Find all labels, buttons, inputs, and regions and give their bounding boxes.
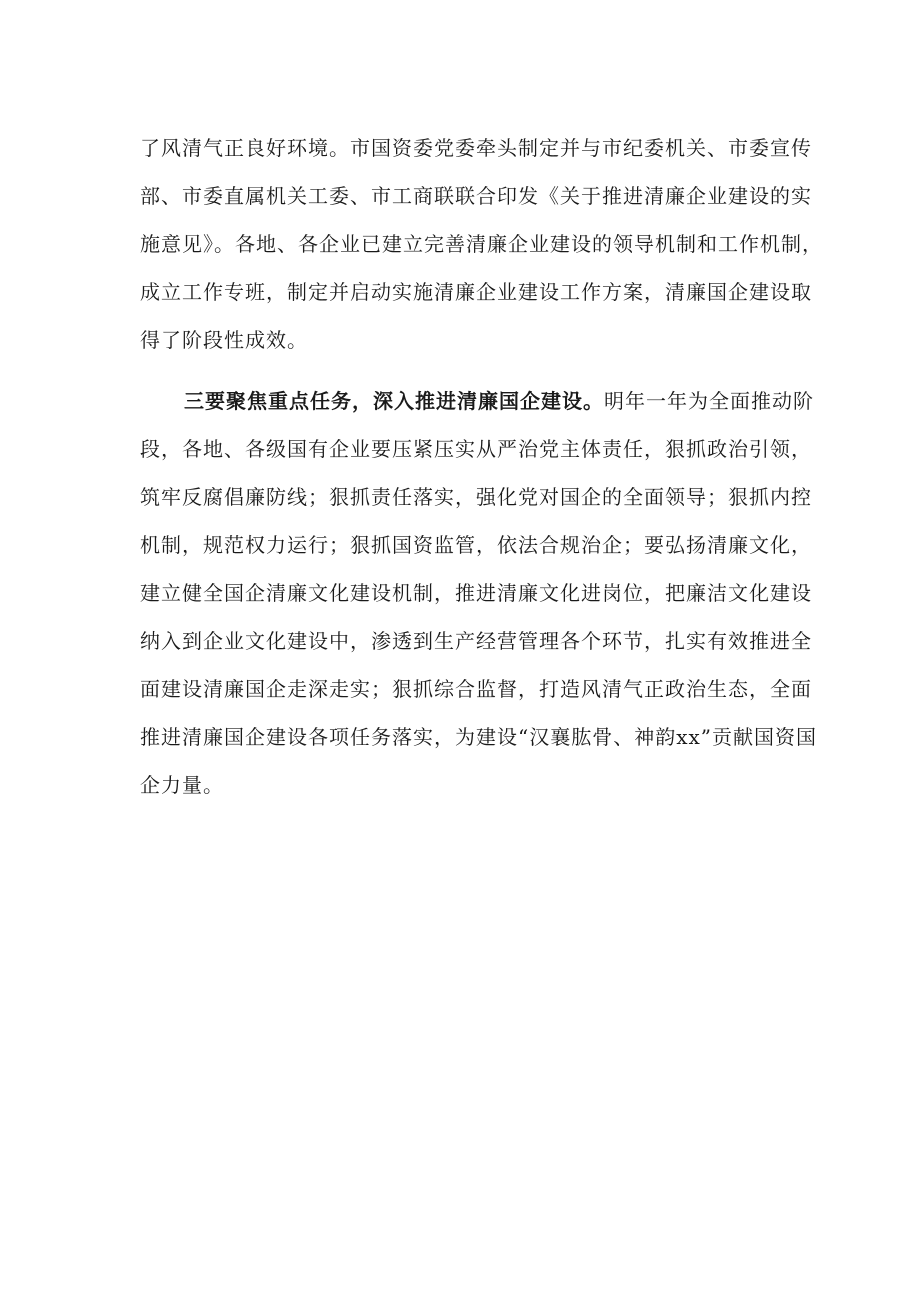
- paragraph-line: 了风清气正良好环境。市国资委党委牵头制定并与市纪委机关、市委宣传: [140, 136, 812, 160]
- paragraph-line: 成立工作专班，制定并启动实施清廉企业建设工作方案，清廉国企建设取: [140, 280, 812, 304]
- paragraph-first-line-rest: 明年一年为全面推动阶: [604, 389, 814, 413]
- paragraph-first-line: [140, 377, 814, 425]
- paragraph-1: [140, 124, 823, 364]
- paragraph-heading: 三要聚焦重点任务，深入推进清廉国企建设。: [184, 389, 604, 413]
- paragraph-line: 部、市委直属机关工委、市工商联联合印发《关于推进清廉企业建设的实: [140, 184, 812, 208]
- paragraph-line: 面建设清廉国企走深走实；狠抓综合监督，打造风清气正政治生态，全面: [140, 677, 812, 701]
- paragraph-line: 纳入到企业文化建设中，渗透到生产经营管理各个环节，扎实有效推进全: [140, 629, 812, 653]
- paragraph-line: 筑牢反腐倡廉防线；狠抓责任落实，强化党对国企的全面领导；狠抓内控: [140, 485, 812, 509]
- paragraph-line: 企力量。: [140, 773, 224, 797]
- paragraph-line: 段，各地、各级国有企业要压紧压实从严治党主体责任，狠抓政治引领，: [140, 437, 812, 461]
- paragraph-line: 得了阶段性成效。: [140, 328, 308, 352]
- paragraph-line: 机制，规范权力运行；狠抓国资监管，依法合规治企；要弘扬清廉文化，: [140, 533, 812, 557]
- paragraph-line: 施意见》。各地、各企业已建立完善清廉企业建设的领导机制和工作机制，: [140, 232, 823, 256]
- paragraph-line: 建立健全国企清廉文化建设机制，推进清廉文化进岗位，把廉洁文化建设: [140, 581, 812, 605]
- paragraph-line: 推进清廉国企建设各项任务落实，为建设“汉襄肱骨、神韵xx”贡献国资国: [140, 725, 818, 749]
- paragraph-2: [140, 377, 818, 809]
